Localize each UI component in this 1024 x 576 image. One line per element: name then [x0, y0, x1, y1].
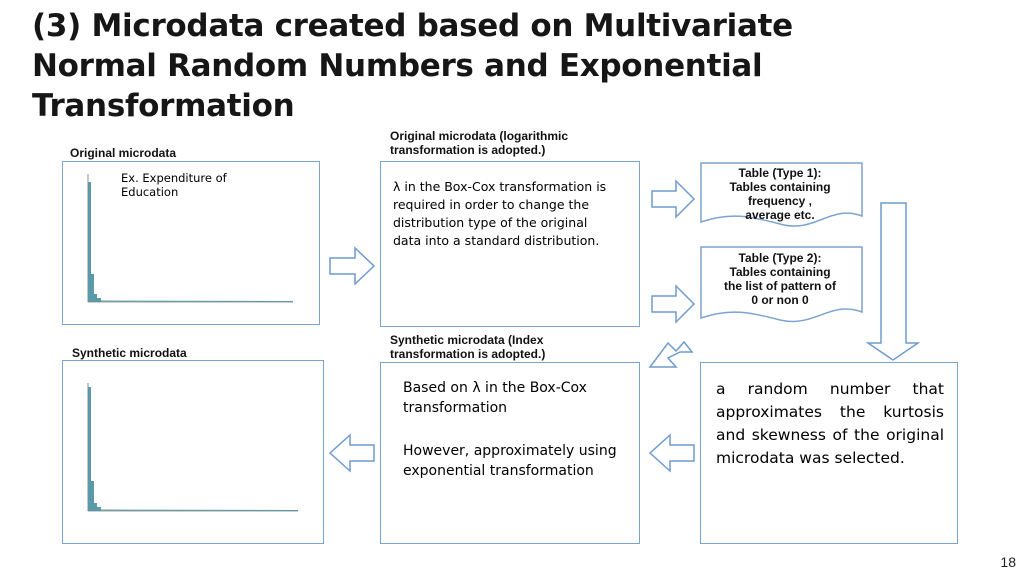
index-transform-label-line-1: Synthetic microdata (Index	[390, 333, 544, 347]
table-type2-line-2: Tables containing	[729, 265, 831, 279]
table-type1-line-3: frequency ,	[747, 194, 813, 208]
table-type1-line-1: Table (Type 1):	[738, 166, 822, 180]
log-transform-label-line-1: Original microdata (logarithmic	[390, 129, 569, 143]
down-left-arrow-icon	[650, 342, 692, 367]
original-plot-note-line-2: Education	[121, 185, 179, 199]
log-transform-label-line-2: transformation is adopted.)	[390, 143, 546, 157]
table-type2-line-3: the list of pattern of	[724, 279, 836, 293]
table-type1-line-4: average etc.	[745, 208, 815, 222]
right-arrow-icon	[330, 248, 374, 284]
table-type2-line-1: Table (Type 2):	[738, 251, 822, 265]
down-arrow-icon	[868, 203, 918, 360]
title-line-3: Transformation	[32, 88, 295, 124]
title-line-1: (3) Microdata created based on Multivariate	[32, 8, 793, 44]
index-transform-text-2: However, approximately using exponential transformation	[403, 443, 617, 479]
table-type2-line-4: 0 or non 0	[751, 293, 809, 307]
log-transform-text: λ in the Box-Cox transformation is required in order to change the distribution type of the original data into a standard distribution.	[393, 179, 607, 248]
random-number-text: a random number that approximates the kurtosis and skewness of the original microdata was selected.	[716, 380, 944, 467]
page-number: 18	[1000, 554, 1016, 570]
right-arrow-icon	[652, 181, 694, 217]
index-transform-text-1: Based on λ in the Box-Cox transformation	[403, 380, 587, 416]
title-line-2: Normal Random Numbers and Exponential	[32, 48, 763, 84]
original-plot-note-line-1: Ex. Expenditure of	[121, 171, 227, 185]
original-microdata-label: Original microdata	[70, 146, 177, 160]
right-arrow-icon	[652, 286, 694, 322]
index-transform-label-line-2: transformation is adopted.)	[390, 347, 546, 361]
table-type1-line-2: Tables containing	[729, 180, 831, 194]
left-arrow-icon	[330, 435, 374, 471]
left-arrow-icon	[650, 435, 694, 471]
synthetic-microdata-label: Synthetic microdata	[72, 346, 187, 360]
